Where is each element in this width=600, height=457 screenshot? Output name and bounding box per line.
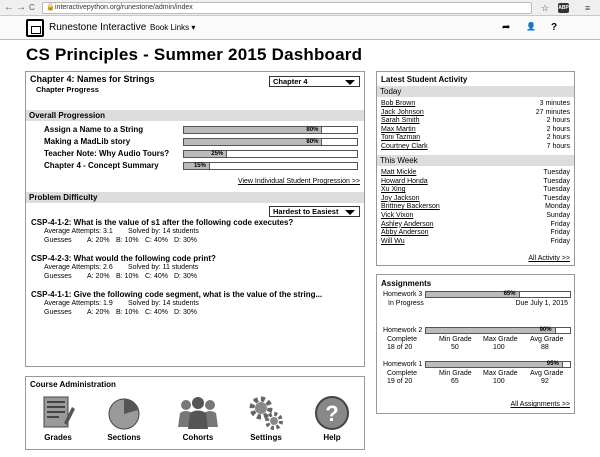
question-title[interactable]: CSP-4-1-2: What is the value of s1 after the following code executes?	[31, 218, 294, 227]
guesses-label: Guesses	[44, 237, 72, 244]
student-name-link[interactable]: Courtney Clark	[381, 143, 428, 150]
guess-c: C: 40%	[145, 237, 168, 244]
brand-name[interactable]: Runestone Interactive	[49, 22, 147, 33]
chevron-down-icon	[345, 80, 355, 85]
activity-row	[381, 237, 570, 246]
avg-grade-label: Avg Grade	[530, 370, 564, 377]
average-attempts: Average Attempts: 2.6	[44, 264, 113, 271]
min-grade-value: 65	[451, 378, 459, 385]
runestone-logo[interactable]	[26, 19, 44, 37]
activity-time: 2 hours	[546, 125, 570, 133]
student-name-link[interactable]: Sarah Smith	[381, 117, 420, 125]
student-name-link[interactable]: Max Martin	[381, 125, 416, 133]
student-name-link[interactable]: Vick Vixon	[381, 212, 414, 219]
admin-item-sections[interactable]	[96, 393, 152, 445]
forward-icon[interactable]: →	[16, 2, 26, 13]
progress-percent: 15%	[193, 163, 206, 169]
activity-time: 3 minutes	[539, 100, 570, 107]
admin-item-label: Cohorts	[182, 433, 214, 442]
admin-item-label: Sections	[107, 433, 141, 442]
course-admin-panel	[25, 376, 365, 450]
activity-time: 2 hours	[546, 134, 570, 142]
svg-text:?: ?	[325, 401, 339, 426]
student-name-link[interactable]: Bob Brown	[381, 100, 416, 107]
activity-time: Friday	[550, 220, 570, 228]
lock-icon: 🔒	[46, 4, 55, 11]
difficulty-sort-select[interactable]	[269, 206, 360, 217]
sections-icon	[104, 393, 144, 433]
admin-item-label: Grades	[44, 433, 72, 442]
guess-a: A: 20%	[87, 309, 110, 316]
progress-fill	[184, 127, 322, 133]
address-bar[interactable]	[42, 2, 532, 14]
admin-item-cohorts[interactable]	[170, 393, 226, 445]
solved-by: Solved by: 14 students	[128, 300, 199, 307]
activity-time: Sunday	[546, 212, 570, 219]
complete-label: Complete	[387, 370, 417, 377]
guesses-label: Guesses	[44, 309, 72, 316]
max-grade-label: Max Grade	[483, 370, 518, 377]
assignments-panel	[376, 274, 575, 414]
student-name-link[interactable]: Jack Johnson	[381, 108, 424, 116]
min-grade-value: 50	[451, 344, 459, 351]
homework-due-date: Due July 1, 2015	[515, 300, 568, 307]
activity-time: Tuesday	[543, 186, 570, 194]
problem-difficulty-header: Problem Difficulty	[26, 192, 364, 203]
homework-progress-bar	[425, 361, 571, 368]
cohorts-icon	[176, 393, 220, 433]
progress-percent: 90%	[539, 327, 552, 333]
max-grade-value: 100	[493, 344, 505, 351]
activity-time: 7 hours	[546, 143, 570, 150]
activity-time: Monday	[545, 203, 570, 211]
chapter-subtitle: Chapter Progress	[36, 85, 99, 94]
avg-grade-value: 92	[541, 378, 549, 385]
student-name-link[interactable]: Xu Xing	[381, 186, 406, 194]
menu-icon[interactable]: ≡	[585, 3, 591, 13]
avg-grade-value: 88	[541, 344, 549, 351]
progress-percent: 25%	[211, 151, 224, 157]
progress-fill	[426, 328, 556, 333]
min-grade-label: Min Grade	[439, 336, 472, 343]
progress-percent: 80%	[306, 127, 319, 133]
activity-time: Tuesday	[543, 169, 570, 176]
min-grade-label: Min Grade	[439, 370, 472, 377]
progress-label[interactable]: Chapter 4 - Concept Summary	[44, 161, 159, 170]
student-name-link[interactable]: Toni Tazman	[381, 134, 421, 142]
course-admin-title: Course Administration	[30, 380, 116, 389]
chapter-title: Chapter 4: Names for Strings	[30, 74, 155, 84]
activity-time: 2 hours	[546, 117, 570, 125]
solved-by: Solved by: 14 students	[128, 228, 199, 235]
question-title[interactable]: CSP-4-2-3: What would the following code print?	[31, 254, 216, 263]
all-assignments-link[interactable]: All Assignments >>	[510, 401, 570, 408]
grades-icon	[38, 393, 78, 433]
this-week-header: This Week	[377, 155, 574, 166]
progress-fill	[184, 139, 322, 145]
student-name-link[interactable]: Ashley Anderson	[381, 220, 434, 228]
progress-label[interactable]: Assign a Name to a String	[44, 125, 144, 134]
progress-bar	[183, 126, 358, 134]
guess-d: D: 30%	[174, 273, 197, 280]
student-name-link[interactable]: Will Wu	[381, 237, 405, 245]
book-links-menu[interactable]: Book Links ▾	[150, 23, 196, 32]
guess-c: C: 40%	[145, 309, 168, 316]
chapter-panel	[25, 71, 365, 367]
progress-percent: 80%	[306, 139, 319, 145]
activity-time: Friday	[550, 237, 570, 245]
homework-name[interactable]: Homework 2	[383, 327, 423, 334]
adblock-icon[interactable]: ABP	[558, 5, 569, 11]
guess-b: B: 10%	[116, 273, 139, 280]
view-student-progression-link[interactable]: View Individual Student Progression >>	[237, 178, 360, 185]
activity-time: Tuesday	[543, 177, 570, 185]
homework-progress-bar	[425, 327, 571, 334]
today-header: Today	[377, 86, 574, 97]
homework-status: In Progress	[388, 300, 424, 307]
help-nav-icon[interactable]: ?	[551, 22, 558, 33]
activity-panel	[376, 71, 575, 266]
admin-item-label: Settings	[250, 433, 282, 442]
guess-a: A: 20%	[87, 237, 110, 244]
complete-value: 18 of 20	[387, 344, 413, 351]
back-icon[interactable]: ←	[4, 2, 14, 13]
guess-d: D: 30%	[174, 309, 197, 316]
settings-icon	[246, 393, 286, 433]
reload-icon[interactable]: C	[29, 3, 35, 12]
avg-grade-label: Avg Grade	[530, 336, 564, 343]
browser-toolbar	[0, 0, 600, 16]
site-navbar	[0, 16, 600, 40]
student-name-link[interactable]: Brittney Backerson	[381, 203, 440, 211]
progress-percent: 65%	[503, 291, 516, 297]
guess-b: B: 10%	[116, 237, 139, 244]
chapter-select-value: Chapter 4	[273, 77, 308, 86]
homework-name[interactable]: Homework 3	[383, 291, 423, 298]
difficulty-select-value: Hardest to Easiest	[273, 207, 339, 216]
activity-time: Tuesday	[543, 194, 570, 202]
max-grade-value: 100	[493, 378, 505, 385]
average-attempts: Average Attempts: 3.1	[44, 228, 113, 235]
admin-item-help[interactable]	[304, 393, 360, 445]
guesses-label: Guesses	[44, 273, 72, 280]
progress-label[interactable]: Teacher Note: Why Audio Tours?	[44, 149, 170, 158]
progress-bar	[183, 138, 358, 146]
star-icon[interactable]: ☆	[541, 3, 550, 13]
homework-name[interactable]: Homework 1	[383, 361, 423, 368]
guess-a: A: 20%	[87, 273, 110, 280]
student-name-link[interactable]: Howard Honda	[381, 177, 428, 185]
solved-by: Solved by: 11 students	[128, 264, 199, 271]
guess-d: D: 30%	[174, 237, 197, 244]
progress-label[interactable]: Making a MadLib story	[44, 137, 131, 146]
page-title: CS Principles - Summer 2015 Dashboard	[26, 45, 363, 64]
average-attempts: Average Attempts: 1.9	[44, 300, 113, 307]
chapter-select[interactable]	[269, 76, 360, 87]
help-icon	[312, 393, 352, 433]
progress-fill	[426, 362, 563, 367]
guess-c: C: 40%	[145, 273, 168, 280]
activity-row	[381, 142, 570, 151]
chevron-down-icon	[345, 210, 355, 215]
activity-time: 27 minutes	[535, 108, 570, 116]
student-name-link[interactable]: Abby Anderson	[381, 229, 429, 237]
progress-bar	[183, 162, 358, 170]
overall-progression-header: Overall Progression	[26, 110, 364, 121]
all-activity-link[interactable]: All Activity >>	[528, 255, 570, 262]
max-grade-label: Max Grade	[483, 336, 518, 343]
homework-progress-bar	[425, 291, 571, 298]
question-title[interactable]: CSP-4-1-1: Give the following code segment, what is the value of the string...	[31, 290, 323, 299]
activity-title: Latest Student Activity	[381, 75, 468, 84]
progress-bar	[183, 150, 358, 158]
complete-value: 19 of 20	[387, 378, 413, 385]
assignments-title: Assignments	[381, 279, 432, 288]
activity-time: Friday	[550, 229, 570, 237]
share-icon[interactable]: ➦	[502, 22, 511, 33]
student-name-link[interactable]: Joy Jackson	[381, 194, 420, 202]
url-text: interactivepython.org/runestone/admin/index	[55, 4, 193, 11]
progress-percent: 95%	[546, 361, 559, 367]
admin-item-label: Help	[323, 433, 341, 442]
admin-item-settings[interactable]	[238, 393, 294, 445]
admin-item-grades[interactable]	[30, 393, 86, 445]
guess-b: B: 10%	[116, 309, 139, 316]
user-icon[interactable]: 👤	[526, 22, 536, 31]
complete-label: Complete	[387, 336, 417, 343]
student-name-link[interactable]: Matt Mickle	[381, 169, 417, 176]
